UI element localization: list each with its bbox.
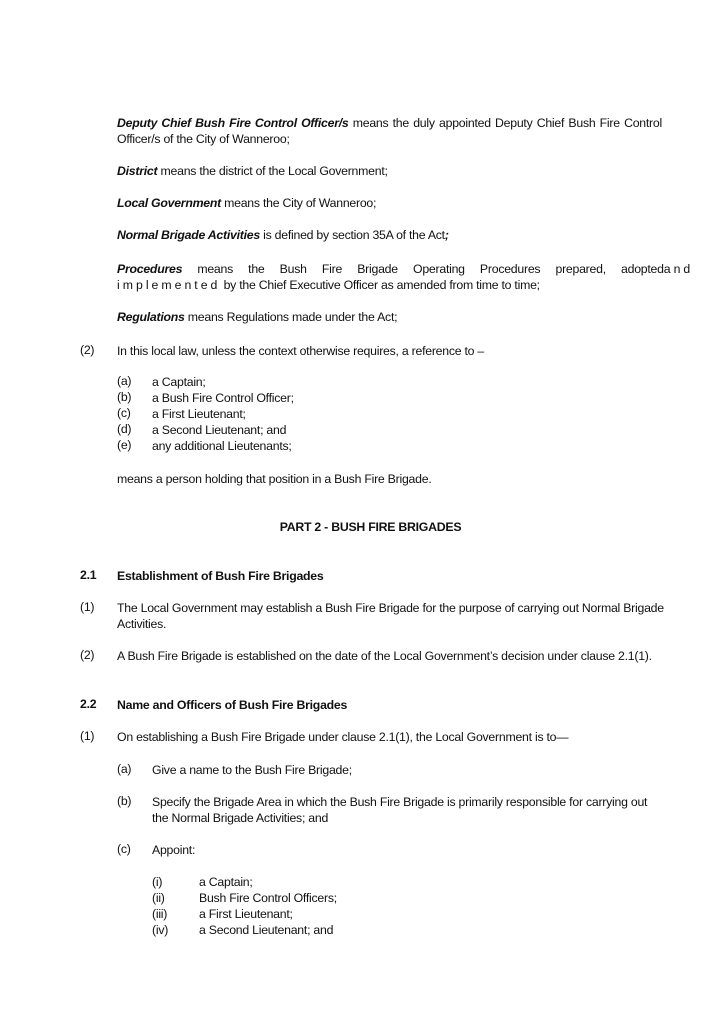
definition-term: District bbox=[117, 164, 158, 178]
clause-closing: means a person holding that position in a Bush Fire Brigade. bbox=[117, 472, 432, 486]
list-item-label: (b) bbox=[117, 390, 132, 404]
clause-number: (1) bbox=[80, 729, 95, 743]
section-number: 2.2 bbox=[80, 697, 97, 711]
definition-deputy-chief bbox=[117, 115, 662, 147]
definition-local-government bbox=[117, 195, 662, 211]
clause-number: (1) bbox=[80, 600, 95, 614]
appointment-text: a First Lieutenant; bbox=[199, 907, 293, 921]
section-number: 2.1 bbox=[80, 568, 97, 582]
list-item-text: a First Lieutenant; bbox=[152, 407, 246, 421]
section-title: Establishment of Bush Fire Brigades bbox=[117, 569, 324, 583]
list-item-label: (a) bbox=[117, 762, 132, 776]
list-item-label: (a) bbox=[117, 374, 132, 388]
list-item-text: Appoint: bbox=[152, 843, 196, 857]
list-item-text: a Captain; bbox=[152, 375, 206, 389]
definition-district bbox=[117, 163, 662, 179]
definition-term: Procedures bbox=[117, 262, 183, 276]
appointment-label: (iv) bbox=[152, 923, 169, 937]
appointment-label: (i) bbox=[152, 875, 163, 889]
definition-term: Regulations bbox=[117, 310, 185, 324]
definition-trailing-punctuation: ; bbox=[444, 228, 449, 242]
list-item-label: (b) bbox=[117, 794, 132, 808]
clause-number: (2) bbox=[80, 648, 95, 662]
list-item-text: Give a name to the Bush Fire Brigade; bbox=[152, 763, 352, 777]
definition-text: means the district of the Local Government; bbox=[157, 164, 388, 178]
appointment-text: a Captain; bbox=[199, 875, 253, 889]
clause-text: The Local Government may establish a Bush Fire Brigade for the purpose of carrying out Normal Brigade Activities. bbox=[117, 601, 664, 631]
appointment-label: (ii) bbox=[152, 891, 165, 905]
definition-text: means the duly appointed Deputy Chief Bush Fire Control Officer/s of the City of Wanneroo; bbox=[117, 116, 662, 146]
appointment-text: a Second Lieutenant; and bbox=[199, 923, 334, 937]
appointment-label: (iii) bbox=[152, 907, 168, 921]
definition-procedures bbox=[117, 261, 694, 293]
definition-text-spaced: and bbox=[663, 262, 694, 276]
list-item-label: (c) bbox=[117, 842, 131, 856]
definition-text: is defined by section 35A of the Act bbox=[259, 228, 445, 242]
definition-text: by the Chief Executive Officer as amended from time to time; bbox=[220, 278, 540, 292]
part-heading: PART 2 - BUSH FIRE BRIGADES bbox=[279, 520, 462, 534]
definition-text: means the City of Wanneroo; bbox=[220, 196, 377, 210]
section-title: Name and Officers of Bush Fire Brigades bbox=[117, 698, 348, 712]
list-item-label: (e) bbox=[117, 438, 132, 452]
definition-regulations bbox=[117, 309, 662, 325]
clause-text: On establishing a Bush Fire Brigade under clause 2.1(1), the Local Government is to— bbox=[117, 730, 569, 744]
list-item-text: a Bush Fire Control Officer; bbox=[152, 391, 294, 405]
definition-term: Normal Brigade Activities bbox=[117, 228, 260, 242]
list-item-label: (d) bbox=[117, 422, 132, 436]
definition-text: means Regulations made under the Act; bbox=[184, 310, 398, 324]
list-item-label: (c) bbox=[117, 406, 131, 420]
clause-number: (2) bbox=[80, 343, 95, 357]
list-item-text: Specify the Brigade Area in which the Bush Fire Brigade is primarily responsible for carrying out the Normal Brigade Activities; and bbox=[152, 795, 648, 825]
definition-text: means the Bush Fire Brigade Operating Procedures prepared, adopted bbox=[182, 262, 664, 276]
definition-term: Local Government bbox=[117, 196, 221, 210]
clause-text: A Bush Fire Brigade is established on the date of the Local Government’s decision under clause 2.1(1). bbox=[117, 649, 652, 663]
definition-term: Deputy Chief Bush Fire Control Officer/s bbox=[117, 116, 349, 130]
appointment-text: Bush Fire Control Officers; bbox=[199, 891, 337, 905]
definition-text-spaced: implemented bbox=[117, 278, 221, 292]
list-item-text: a Second Lieutenant; and bbox=[152, 423, 287, 437]
list-item-text: any additional Lieutenants; bbox=[152, 439, 292, 453]
definition-normal-brigade-activities bbox=[117, 227, 662, 243]
clause-intro: In this local law, unless the context otherwise requires, a reference to – bbox=[117, 344, 485, 358]
